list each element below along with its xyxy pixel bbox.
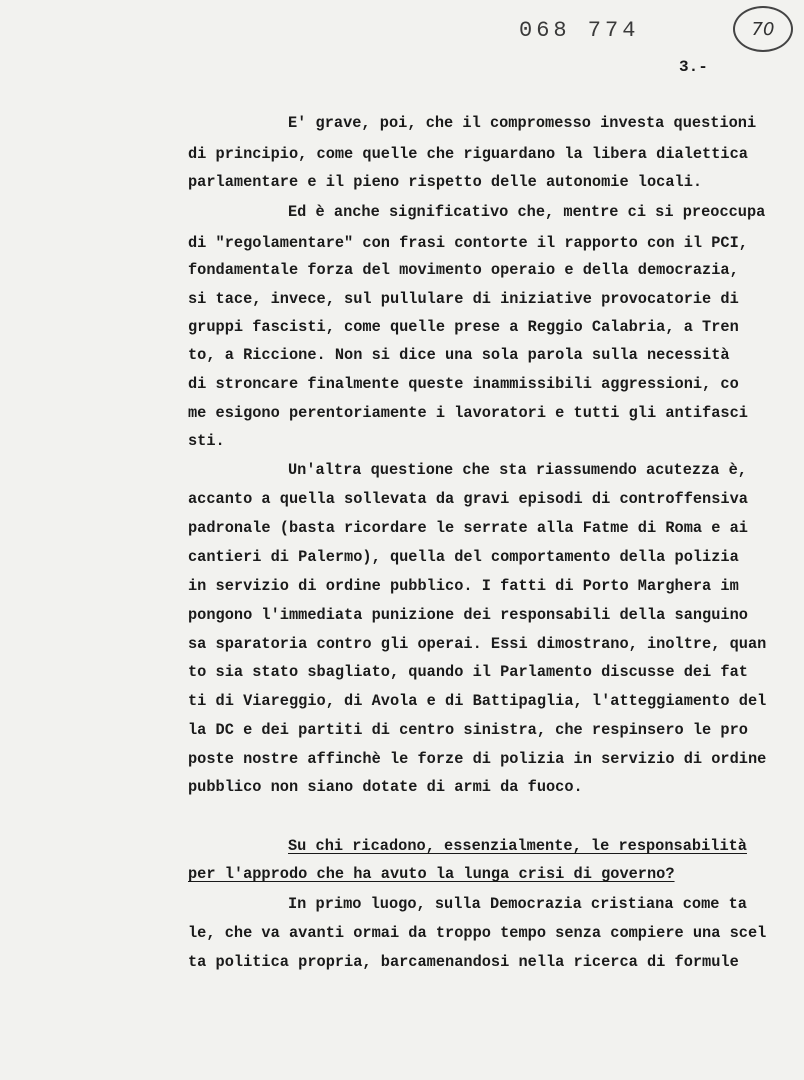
text-line: parlamentare e il pieno rispetto delle autonomie locali. (188, 173, 703, 191)
text-line: to, a Riccione. Non si dice una sola parola sulla necessità (188, 346, 730, 364)
text-line: di principio, come quelle che riguardano la libera dialettica (188, 145, 748, 163)
text-line: In primo luogo, sulla Democrazia cristiana come ta (288, 895, 747, 913)
text-line: pubblico non siano dotate di armi da fuoco. (188, 778, 583, 796)
underlined-question-line: per l'approdo che ha avuto la lunga crisi di governo? (188, 865, 675, 883)
text-line: in servizio di ordine pubblico. I fatti di Porto Marghera im (188, 577, 739, 595)
text-line: accanto a quella sollevata da gravi episodi di controffensiva (188, 490, 748, 508)
text-line: pongono l'immediata punizione dei responsabili della sanguino (188, 606, 748, 624)
text-line: fondamentale forza del movimento operaio e della democrazia, (188, 261, 739, 279)
text-line: le, che va avanti ormai da troppo tempo senza compiere una scel (188, 924, 767, 942)
archive-stamp-number: 068 774 (519, 18, 640, 43)
underlined-question-line: Su chi ricadono, essenzialmente, le responsabilità (288, 837, 747, 855)
text-line: E' grave, poi, che il compromesso investa questioni (288, 114, 757, 132)
text-line: ti di Viareggio, di Avola e di Battipaglia, l'atteggiamento del (188, 692, 767, 710)
text-line: ta politica propria, barcamenandosi nella ricerca di formule (188, 953, 739, 971)
text-line: di "regolamentare" con frasi contorte il rapporto con il PCI, (188, 234, 748, 252)
text-line: Un'altra questione che sta riassumendo acutezza è, (288, 461, 747, 479)
text-line: gruppi fascisti, come quelle prese a Reggio Calabria, a Tren (188, 318, 739, 336)
text-line: Ed è anche significativo che, mentre ci si preoccupa (288, 203, 766, 221)
text-line: padronale (basta ricordare le serrate alla Fatme di Roma e ai (188, 519, 748, 537)
text-line: la DC e dei partiti di centro sinistra, che respinsero le pro (188, 721, 748, 739)
text-line: si tace, invece, sul pullulare di iniziative provocatorie di (188, 290, 739, 308)
text-line: sti. (188, 432, 225, 450)
text-line: me esigono perentoriamente i lavoratori e tutti gli antifasci (188, 404, 748, 422)
page-number: 3.- (679, 58, 708, 76)
handwritten-folio-circle: 70 (733, 6, 793, 52)
text-line: to sia stato sbagliato, quando il Parlamento discusse dei fat (188, 663, 748, 681)
text-line: cantieri di Palermo), quella del comportamento della polizia (188, 548, 739, 566)
text-line: poste nostre affinchè le forze di polizia in servizio di ordine (188, 750, 767, 768)
text-line: sa sparatoria contro gli operai. Essi dimostrano, inoltre, quan (188, 635, 767, 653)
text-line: di stroncare finalmente queste inammissibili aggressioni, co (188, 375, 739, 393)
